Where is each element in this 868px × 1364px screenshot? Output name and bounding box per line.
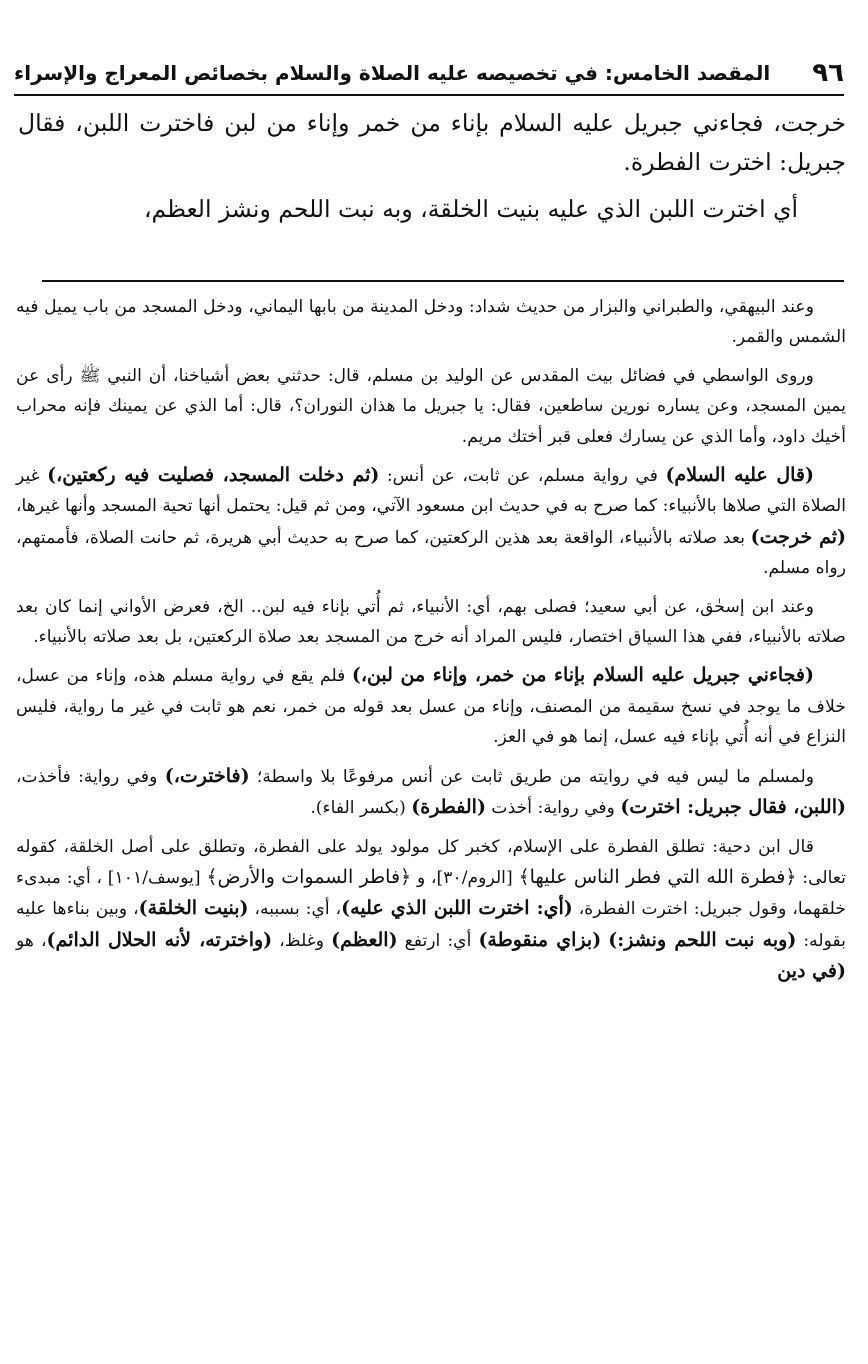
bold-quote: (قال عليه السلام) (665, 464, 814, 487)
bold-quote: (ثم دخلت المسجد، فصليت فيه ركعتين،) (47, 464, 380, 487)
bold-quote: (العظم) (331, 928, 398, 951)
commentary-paragraph (16, 660, 846, 752)
commentary-text: بعد صلاته بالأنبياء، الواقعة بعد هذين الركعتين، كما صرح به حديث أبي هريرة، ثم حانت الصلاة، فأممتهم، رواه مسلم. (16, 527, 846, 579)
commentary-text: أي: ارتفع (397, 930, 479, 951)
quran-quote: ﴿فاطر السموات والأرض﴾ (206, 865, 412, 888)
commentary-text: وفي رواية: أخذت (485, 798, 621, 819)
quran-quote: ﴿فطرة الله التي فطر الناس عليها﴾ (518, 865, 797, 888)
bold-quote: (وبه نبت اللحم ونشز:) (608, 928, 797, 951)
commentary-paragraph (16, 460, 846, 584)
commentary-paragraph (16, 761, 846, 824)
commentary-text: غير الصلاة التي صلاها بالأنبياء: كما صرح به في حديث ابن مسعود الآتي، ومن ثم قيل: يحتمل أنها تحية المسجد وأنها غيرها، (16, 466, 846, 517)
commentary-text: [الروم/٣٠]، و (411, 867, 519, 888)
running-title: المقصد الخامس: في تخصيصه عليه الصلاة والسلام بخصائص المعراج والإسراء (14, 61, 771, 85)
bold-quote: (أي: اخترت اللبن الذي عليه) (341, 897, 573, 920)
commentary (16, 292, 846, 996)
commentary-text: ، هو (16, 930, 47, 951)
commentary-paragraph: وروى الواسطي في فضائل بيت المقدس عن الوليد بن مسلم، قال: حدثني بعض أشياخنا، أن النبي ﷺ رأى عن يمين المسجد، وعن يساره نورين ساطعين، فقال: يا جبريل ما هذان النوران؟، قال: أما الذي عن يمينك فإنه محراب أخيك داود، وأما الذي عن يسارك فعلى قبر أختك مريم. (16, 365, 846, 447)
bold-quote: (الفطرة) (411, 796, 486, 819)
page-header (14, 52, 844, 96)
commentary-paragraph: وعند البيهقي، والطبراني والبزار من حديث شداد: ودخل المدينة من بابها اليماني، ودخل المسجد من باب يميل فيه الشمس والقمر. (16, 297, 846, 348)
commentary-text: [يوسف/١٠١] ، أي: مبدىء خلقهما، وقول جبريل: اخترت الفطرة، (16, 867, 846, 920)
bold-quote: (بنيت الخلقة) (138, 897, 249, 920)
main-paragraph: أي اخترت اللبن الذي عليه بنيت الخلقة، وبه نبت اللحم ونشز العظم، (143, 195, 798, 223)
commentary-text: وفي رواية: فأخذت، (16, 766, 165, 787)
bold-quote: (اللبن، فقال جبريل: اخترت) (620, 796, 846, 819)
commentary-paragraph: وعند ابن إسحٰق، عن أبي سعيد؛ فصلى بهم، أي: الأنبياء، ثم أُتي بإناء فيه لبن.. الخ، فعرض الأواني إنما كان بعد صلاته بالأنبياء، ففي هذا السياق اختصار، فليس المراد أنه خرج من المسجد بعد صلاة الركعتين، بل بعد صلاته بالأنبياء. (16, 596, 846, 648)
commentary-text: فلم يقع في رواية مسلم هذه، وإناء من عسل، خلاف ما يوجد في نسخ سقيمة من المصنف، وإناء من عسل بعد قوله من خمر، نعم هو ثابت في غير ما رواية، فليس النزاع في أنه أُتي بإناء فيه عسل، إنما هو في العز. (16, 666, 846, 748)
main-paragraph: خرجت، فجاءني جبريل عليه السلام بإناء من خمر وإناء من لبن فاخترت اللبن، فقال جبريل: اخترت الفطرة. (18, 109, 846, 176)
bold-quote: (واخترته، لأنه الحلال الدائم) (46, 928, 273, 951)
bold-quote: (في دين (777, 960, 846, 983)
commentary-text: ، أي: بسببه، (248, 899, 342, 920)
commentary-text: قال ابن دحية: تطلق الفطرة على الإسلام، كخبر كل مولود يولد على الفطرة، وتطلق على أصل الخلقة، كقوله تعالى: (16, 836, 846, 888)
commentary-text: في رواية مسلم، عن ثابت، عن أنس: (379, 466, 666, 487)
main-text (18, 104, 846, 237)
page-number: ٩٦ (812, 58, 844, 88)
bold-quote: (ثم خرجت) (750, 525, 846, 548)
footnote-separator (42, 280, 844, 282)
commentary-text: (بكسر الفاء). (310, 798, 412, 819)
bold-quote: (فجاءني جبريل عليه السلام بإناء من خمر، وإناء من لبن،) (351, 664, 815, 687)
commentary-text: وغلظ، (272, 930, 332, 951)
bold-quote: (بزاي منقوطة) (478, 928, 602, 951)
bold-quote: (فاخترت،) (164, 764, 250, 787)
commentary-text: ولمسلم ما ليس فيه في روايته من طريق ثابت عن أنس مرفوعًا بلا واسطة؛ (249, 766, 814, 787)
commentary-paragraph (16, 832, 846, 988)
commentary-text: ، وبين بناءها عليه بقوله: (16, 899, 846, 951)
